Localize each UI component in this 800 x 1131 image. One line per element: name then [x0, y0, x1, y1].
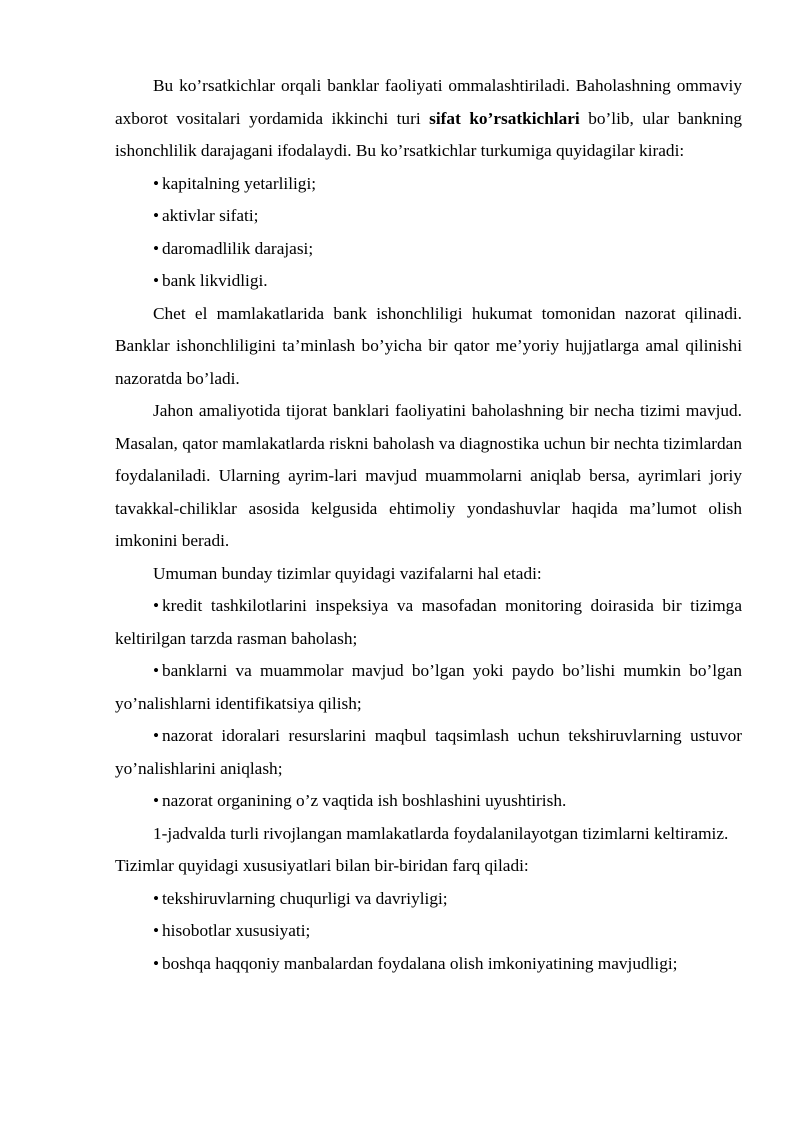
bullet-icon: • [153, 726, 160, 745]
bullet-icon: • [153, 206, 160, 225]
bullet-icon: • [153, 888, 160, 908]
list-item [115, 655, 742, 720]
bullet-icon: • [153, 173, 160, 193]
list-item [115, 265, 742, 298]
list-item-text: bank likvidligi. [162, 271, 268, 290]
list-item-text: nazorat organining o’z vaqtida ish boshlashini uyushtirish. [162, 791, 567, 810]
list-item-text: boshqa haqqoniy manbalardan foydalana olish imkoniyatining mavjudligi; [162, 953, 678, 973]
bullet-icon: • [153, 238, 160, 258]
paragraph-world-practice: Jahon amaliyotida tijorat banklari faoliyatini baholashning bir necha tizimi mavjud. Masalan, qator mamlakatlarda riskni baholash va diagnostika uchun bir nechta tizimlardan foydalaniladi. Ularning ayrim-lari mavjud muammolarni aniqlab bersa, ayrimlari joriy tavakkal-chiliklar asosida kelgusida ehtimoliy yondashuvlar haqida ma’lumot olish imkonini beradi. [115, 401, 742, 550]
list-item-text: kredit tashkilotlarini inspeksiya va masofadan monitoring doirasida bir tizimga keltirilgan tarzda rasman baholash; [115, 596, 742, 648]
list-item [115, 233, 742, 266]
list-item [115, 948, 742, 981]
list-item-text: daromadlilik darajasi; [162, 238, 314, 258]
list-item [115, 200, 742, 233]
paragraph-differences-intro: Tizimlar quyidagi xususiyatlari bilan bir-biridan farq qiladi: [115, 856, 529, 875]
paragraph-intro-bold: sifat ko’rsatkichlari [429, 108, 580, 128]
list-item-text: aktivlar sifati; [162, 206, 259, 225]
list-item-text: tekshiruvlarning chuqurligi va davriyligi; [162, 888, 448, 908]
bullet-icon: • [153, 661, 160, 680]
list-item [115, 883, 742, 916]
list-item-text: hisobotlar xususiyati; [162, 921, 311, 940]
list-item [115, 915, 742, 948]
bullet-icon: • [153, 953, 160, 973]
paragraph-intro [115, 70, 742, 168]
document-page [115, 70, 742, 980]
list-item [115, 168, 742, 201]
paragraph-tasks-intro: Umuman bunday tizimlar quyidagi vazifalarni hal etadi: [153, 563, 542, 583]
bullet-icon: • [153, 921, 160, 940]
list-item [115, 720, 742, 785]
list-item-text: nazorat idoralari resurslarini maqbul taqsimlash uchun tekshiruvlarning ustuvor yo’nalishlarini aniqlash; [115, 726, 742, 778]
paragraph-table-reference: 1-jadvalda turli rivojlangan mamlakatlarda foydalanilayotgan tizimlarni keltiramiz. [153, 823, 729, 843]
paragraph-foreign-control: Chet el mamlakatlarida bank ishonchliligi hukumat tomonidan nazorat qilinadi. Banklar ishonchliligini ta’minlash bo’yicha bir qator me’yoriy hujjatlarga amal qilinishi nazoratda bo’ladi. [115, 303, 742, 388]
list-item-text: banklarni va muammolar mavjud bo’lgan yoki paydo bo’lishi mumkin bo’lgan yo’nalishlarni identifikatsiya qilish; [115, 661, 742, 713]
paragraph-intro-text: Bu ko’rsatkichlar orqali banklar faoliyati ommalashtiriladi. Baholashning ommaviy axborot vositalari yordamida ikkinchi turi [115, 76, 742, 128]
bullet-icon: • [153, 271, 160, 290]
bullet-icon: • [153, 791, 160, 810]
list-item [115, 785, 742, 818]
paragraph-intro-text-end: bo’lib, ular bankning ishonchlilik darajagani ifodalaydi. Bu ko’rsatkichlar turkumiga quyidagilar kiradi: [115, 108, 743, 160]
list-item-text: kapitalning yetarliligi; [162, 173, 317, 193]
bullet-icon: • [153, 596, 160, 615]
list-item [115, 590, 742, 655]
